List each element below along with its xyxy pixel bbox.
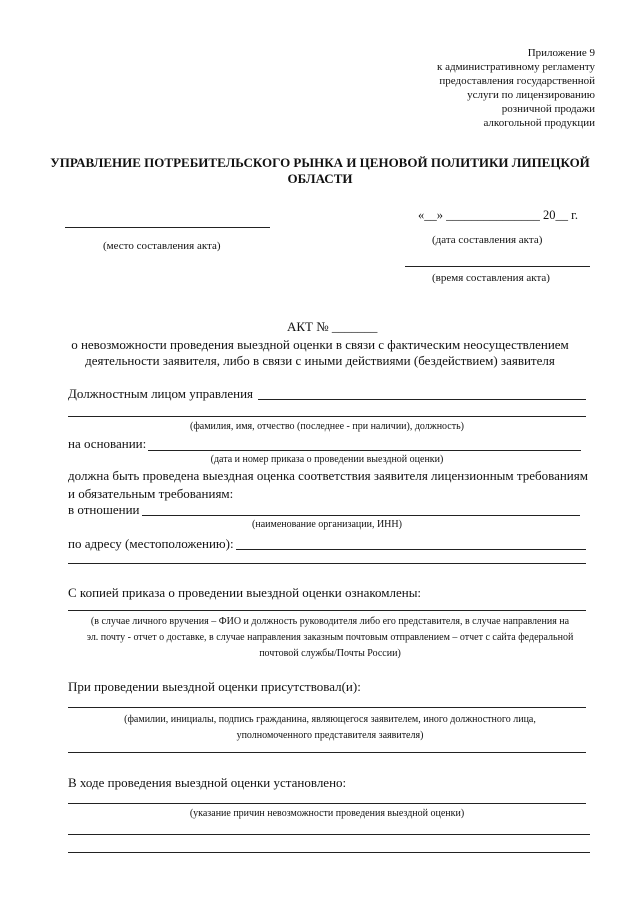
appendix-line: к административному регламенту [437, 61, 595, 73]
time-caption: (время составления акта) [432, 272, 550, 284]
address-label: по адресу (местоположению): [68, 536, 234, 551]
familiarized-caption-line3: почтовой службы/Почты России) [259, 648, 401, 659]
established-input-line-2[interactable] [68, 834, 590, 835]
official-input-line[interactable] [258, 399, 586, 400]
present-caption-line2: уполномоченного представителя заявителя) [236, 730, 424, 741]
present-input-line[interactable] [68, 707, 586, 708]
appendix-line: предоставления государственной [439, 75, 595, 87]
familiarized-heading: С копией приказа о проведении выездной оценки ознакомлены: [68, 585, 422, 600]
appendix-line: розничной продажи [501, 103, 595, 115]
organization-title: УПРАВЛЕНИЕ ПОТРЕБИТЕЛЬСКОГО РЫНКА И ЦЕНОВОЙ ПОЛИТИКИ ЛИПЕЦКОЙ [50, 155, 590, 170]
appendix-title: Приложение 9 [527, 47, 595, 59]
established-input-line[interactable] [68, 803, 586, 804]
date-caption: (дата составления акта) [432, 234, 543, 246]
established-heading: В ходе проведения выездной оценки установлено: [68, 775, 347, 790]
official-label: Должностным лицом управления [68, 386, 254, 401]
present-heading: При проведении выездной оценки присутствовал(и): [68, 679, 361, 694]
requirement-text: должна быть проведена выездная оценка соответствия заявителя лицензионным требованиям [68, 468, 588, 483]
regarding-input-line[interactable] [142, 515, 580, 516]
established-input-line-3[interactable] [68, 852, 590, 853]
organization-title-line2: ОБЛАСТИ [287, 171, 353, 186]
basis-input-line[interactable] [148, 450, 581, 451]
basis-caption: (дата и номер приказа о проведении выездной оценки) [210, 454, 444, 465]
established-caption: (указание причин невозможности проведения выездной оценки) [189, 808, 465, 819]
familiarized-caption-line2: эл. почту - отчет о доставке, в случае направления заказным почтовым отправлением – отчет с сайта федеральной [86, 632, 574, 643]
appendix-line: услуги по лицензированию [467, 89, 595, 101]
requirement-text-line2: и обязательным требованиям: [68, 486, 234, 501]
act-subtitle: о невозможности проведения выездной оценки в связи с фактическим неосуществлением [71, 337, 569, 352]
official-caption: (фамилия, имя, отчество (последнее - при наличии), должность) [189, 421, 465, 432]
time-line[interactable] [405, 266, 590, 267]
official-input-line-2[interactable] [68, 416, 586, 417]
present-caption: (фамилии, инициалы, подпись гражданина, являющегося заявителем, иного должностного лица, [124, 714, 536, 725]
place-caption: (место составления акта) [103, 240, 221, 252]
present-input-line-2[interactable] [68, 752, 586, 753]
address-input-line[interactable] [236, 549, 586, 550]
appendix-line: алкогольной продукции [483, 117, 595, 129]
date-field[interactable]: «__» _______________ 20__ г. [418, 208, 578, 222]
familiarized-input-line[interactable] [68, 610, 586, 611]
address-input-line-2[interactable] [68, 563, 586, 564]
regarding-caption: (наименование организации, ИНН) [252, 519, 402, 530]
act-number: АКТ № _______ [287, 319, 378, 334]
place-line[interactable] [65, 227, 270, 228]
regarding-label: в отношении [68, 502, 140, 517]
act-subtitle-line2: деятельности заявителя, либо в связи с иными действиями (бездействием) заявителя [85, 353, 555, 368]
familiarized-caption: (в случае личного вручения – ФИО и должность руководителя либо его представителя, в случае направления на [90, 616, 570, 627]
basis-label: на основании: [68, 436, 147, 451]
